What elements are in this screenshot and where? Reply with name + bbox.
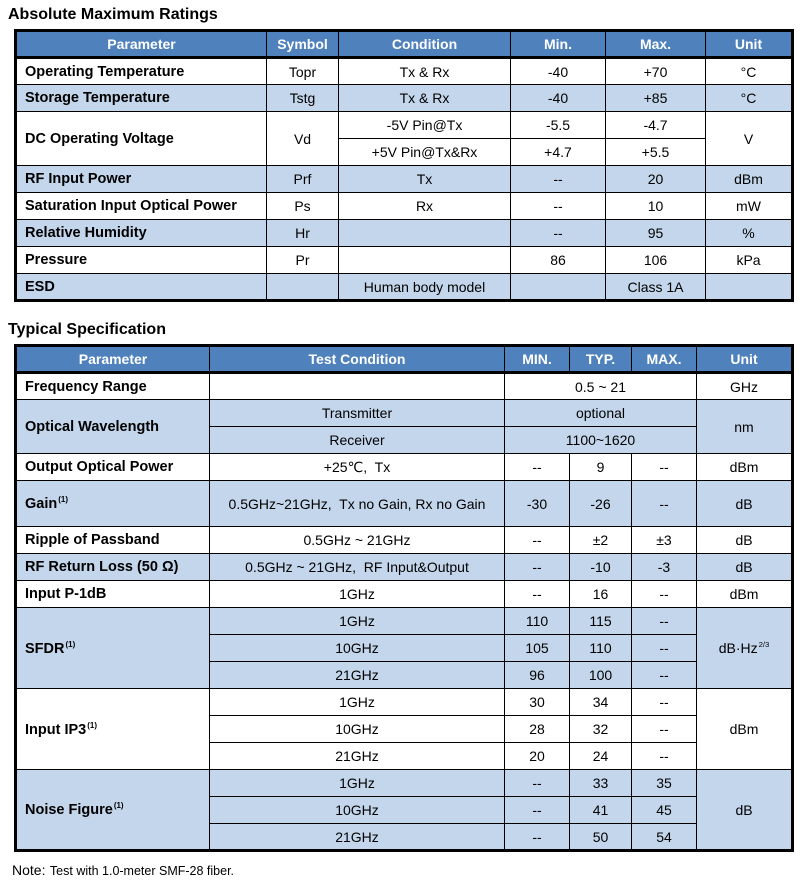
column-header-symbol: Symbol — [267, 31, 339, 58]
footnote-label: Note: — [12, 862, 46, 878]
value-cell: -- — [632, 454, 697, 481]
value-cell: 106 — [606, 247, 706, 274]
column-header-parameter: Parameter — [16, 31, 267, 58]
section-spacer — [0, 302, 805, 319]
condition-cell: 21GHz — [210, 824, 505, 851]
table-row — [16, 373, 793, 400]
value-cell: °C — [706, 85, 793, 112]
value-cell: °C — [706, 58, 793, 85]
condition-cell: 21GHz — [210, 743, 505, 770]
value-cell: +5.5 — [606, 139, 706, 166]
value-cell: -40 — [511, 58, 606, 85]
superscript: (1) — [58, 495, 68, 505]
value-cell: dBm — [697, 454, 793, 481]
value-cell: -- — [632, 716, 697, 743]
value-cell: Hr — [267, 220, 339, 247]
table-row — [16, 274, 793, 301]
condition-cell: 1GHz — [210, 689, 505, 716]
condition-cell: 10GHz — [210, 635, 505, 662]
value-cell: 54 — [632, 824, 697, 851]
value-cell: 20 — [606, 166, 706, 193]
value-cell: 35 — [632, 770, 697, 797]
parameter-cell: Gain$^{(1)}$ — [16, 481, 210, 527]
value-cell: -40 — [511, 85, 606, 112]
value-cell: -4.7 — [606, 112, 706, 139]
column-header-max: Max. — [606, 31, 706, 58]
value-cell: -- — [505, 797, 570, 824]
value-cell: Rx — [339, 193, 511, 220]
value-cell — [706, 274, 793, 301]
value-cell: 16 — [570, 581, 632, 608]
value-cell — [339, 247, 511, 274]
section-title-typical-specification: Typical Specification — [8, 321, 166, 338]
table-row — [16, 112, 793, 139]
condition-cell: 0.5GHz~21GHz, Tx no Gain, Rx no Gain — [210, 481, 505, 527]
value-cell: 115 — [570, 608, 632, 635]
table-row — [16, 481, 793, 527]
table-row — [16, 58, 793, 85]
parameter-cell: Input IP3$^{(1)}$ — [16, 689, 210, 770]
value-cell: -5V Pin@Tx — [339, 112, 511, 139]
table-row — [16, 581, 793, 608]
value-cell: Ps — [267, 193, 339, 220]
condition-cell: 0.5GHz ~ 21GHz, RF Input&Output — [210, 554, 505, 581]
value-cell: dB — [697, 481, 793, 527]
value-cell: -10 — [570, 554, 632, 581]
value-cell: -- — [505, 770, 570, 797]
parameter-cell: ESD — [16, 274, 267, 301]
section-title-absolute-maximum-ratings: Absolute Maximum Ratings — [8, 6, 218, 23]
value-cell: dB — [697, 527, 793, 554]
parameter-cell: DC Operating Voltage — [16, 112, 267, 166]
value-cell: dBm — [706, 166, 793, 193]
value-cell: -- — [505, 824, 570, 851]
value-cell: % — [706, 220, 793, 247]
condition-cell: 1GHz — [210, 770, 505, 797]
parameter-cell: Relative Humidity — [16, 220, 267, 247]
value-cell — [267, 274, 339, 301]
condition-cell: 1GHz — [210, 581, 505, 608]
value-cell: Tstg — [267, 85, 339, 112]
value-cell: Topr — [267, 58, 339, 85]
value-cell: Tx — [339, 166, 511, 193]
value-cell: -- — [511, 220, 606, 247]
value-cell: -- — [511, 166, 606, 193]
value-cell: Human body model — [339, 274, 511, 301]
value-cell: mW — [706, 193, 793, 220]
table-row — [16, 454, 793, 481]
table-row — [16, 527, 793, 554]
value-cell: dB — [697, 770, 793, 851]
value-cell: +85 — [606, 85, 706, 112]
superscript: (1) — [65, 639, 76, 649]
parameter-cell: RF Return Loss (50 Ω) — [16, 554, 210, 581]
parameter-cell: Pressure — [16, 247, 267, 274]
value-cell: ±2 — [570, 527, 632, 554]
parameter-cell: Saturation Input Optical Power — [16, 193, 267, 220]
value-cell: V — [706, 112, 793, 166]
value-cell: 96 — [505, 662, 570, 689]
value-cell: 41 — [570, 797, 632, 824]
value-cell: -- — [505, 581, 570, 608]
value-cell: 110 — [570, 635, 632, 662]
column-header-min: Min. — [511, 31, 606, 58]
value-cell: 28 — [505, 716, 570, 743]
parameter-cell: Output Optical Power — [16, 454, 210, 481]
value-cell — [511, 274, 606, 301]
condition-cell: Receiver — [210, 427, 505, 454]
value-cell: 33 — [570, 770, 632, 797]
column-header-unit: Unit — [706, 31, 793, 58]
superscript: 2/3 — [758, 640, 770, 650]
value-cell: 0.5 ~ 21 — [505, 373, 697, 400]
value-cell: 110 — [505, 608, 570, 635]
column-header-test-condition: Test Condition — [210, 346, 505, 373]
value-cell: -- — [632, 689, 697, 716]
column-header-min: MIN. — [505, 346, 570, 373]
table-row — [16, 689, 793, 716]
footnote — [12, 862, 805, 880]
column-header-typ: TYP. — [570, 346, 632, 373]
value-cell: -5.5 — [511, 112, 606, 139]
condition-cell: 0.5GHz ~ 21GHz — [210, 527, 505, 554]
value-cell: -- — [505, 554, 570, 581]
value-cell: -- — [632, 581, 697, 608]
value-cell: nm — [697, 400, 793, 454]
value-cell: -30 — [505, 481, 570, 527]
condition-cell: 1GHz — [210, 608, 505, 635]
value-cell: 9 — [570, 454, 632, 481]
value-cell: +70 — [606, 58, 706, 85]
value-cell: dBm — [697, 689, 793, 770]
column-header-unit: Unit — [697, 346, 793, 373]
parameter-cell: RF Input Power — [16, 166, 267, 193]
value-cell: 34 — [570, 689, 632, 716]
table-row — [16, 770, 793, 797]
parameter-cell: Input P-1dB — [16, 581, 210, 608]
value-cell: -26 — [570, 481, 632, 527]
value-cell: 86 — [511, 247, 606, 274]
condition-cell: +25℃, Tx — [210, 454, 505, 481]
condition-cell: 21GHz — [210, 662, 505, 689]
value-cell: dBm — [697, 581, 793, 608]
value-cell: Vd — [267, 112, 339, 166]
value-cell: -- — [632, 662, 697, 689]
parameter-cell: Optical Wavelength — [16, 400, 210, 454]
value-cell: 95 — [606, 220, 706, 247]
table-row — [16, 220, 793, 247]
table-row — [16, 554, 793, 581]
value-cell: dB — [697, 554, 793, 581]
header-row — [16, 346, 793, 373]
value-cell: +5V Pin@Tx&Rx — [339, 139, 511, 166]
value-cell: 30 — [505, 689, 570, 716]
value-cell — [339, 220, 511, 247]
parameter-cell: Ripple of Passband — [16, 527, 210, 554]
condition-cell: Transmitter — [210, 400, 505, 427]
superscript: (1) — [113, 801, 124, 811]
value-cell — [210, 373, 505, 400]
footnote-text: Test with 1.0-meter SMF-28 fiber. — [49, 864, 235, 878]
absolute-maximum-ratings-table — [14, 29, 794, 302]
value-cell: Pr — [267, 247, 339, 274]
value-cell: 20 — [505, 743, 570, 770]
value-cell: Class 1A — [606, 274, 706, 301]
value-cell: Tx & Rx — [339, 58, 511, 85]
value-cell: -- — [632, 481, 697, 527]
value-cell: kPa — [706, 247, 793, 274]
header-row — [16, 31, 793, 58]
value-cell: 45 — [632, 797, 697, 824]
value-cell: GHz — [697, 373, 793, 400]
table-row — [16, 85, 793, 112]
column-header-parameter: Parameter — [16, 346, 210, 373]
table-row — [16, 166, 793, 193]
parameter-cell: Noise Figure$^{(1)}$ — [16, 770, 210, 851]
value-cell: -- — [632, 743, 697, 770]
value-cell: -3 — [632, 554, 697, 581]
parameter-cell: Frequency Range — [16, 373, 210, 400]
value-cell: 10 — [606, 193, 706, 220]
value-cell: 100 — [570, 662, 632, 689]
value-cell: ±3 — [632, 527, 697, 554]
value-cell: -- — [505, 454, 570, 481]
value-cell: 24 — [570, 743, 632, 770]
value-cell: -- — [632, 635, 697, 662]
value-cell: 105 — [505, 635, 570, 662]
value-cell: 1100~1620 — [505, 427, 697, 454]
parameter-cell: Operating Temperature — [16, 58, 267, 85]
table-row — [16, 400, 793, 427]
value-cell: -- — [505, 527, 570, 554]
condition-cell: 10GHz — [210, 716, 505, 743]
table-row — [16, 608, 793, 635]
parameter-cell: SFDR$^{(1)}$ — [16, 608, 210, 689]
parameter-cell: Storage Temperature — [16, 85, 267, 112]
value-cell: +4.7 — [511, 139, 606, 166]
value-cell: Prf — [267, 166, 339, 193]
column-header-max: MAX. — [632, 346, 697, 373]
value-cell: optional — [505, 400, 697, 427]
value-cell: 50 — [570, 824, 632, 851]
column-header-condition: Condition — [339, 31, 511, 58]
value-cell: -- — [511, 193, 606, 220]
value-cell: -- — [632, 608, 697, 635]
table-row — [16, 193, 793, 220]
superscript: (1) — [87, 720, 97, 730]
condition-cell: 10GHz — [210, 797, 505, 824]
value-cell: $dB\cdot Hz^{2/3}$ — [697, 608, 793, 689]
table-row — [16, 247, 793, 274]
value-cell: 32 — [570, 716, 632, 743]
typical-specification-table — [14, 344, 794, 852]
value-cell: Tx & Rx — [339, 85, 511, 112]
